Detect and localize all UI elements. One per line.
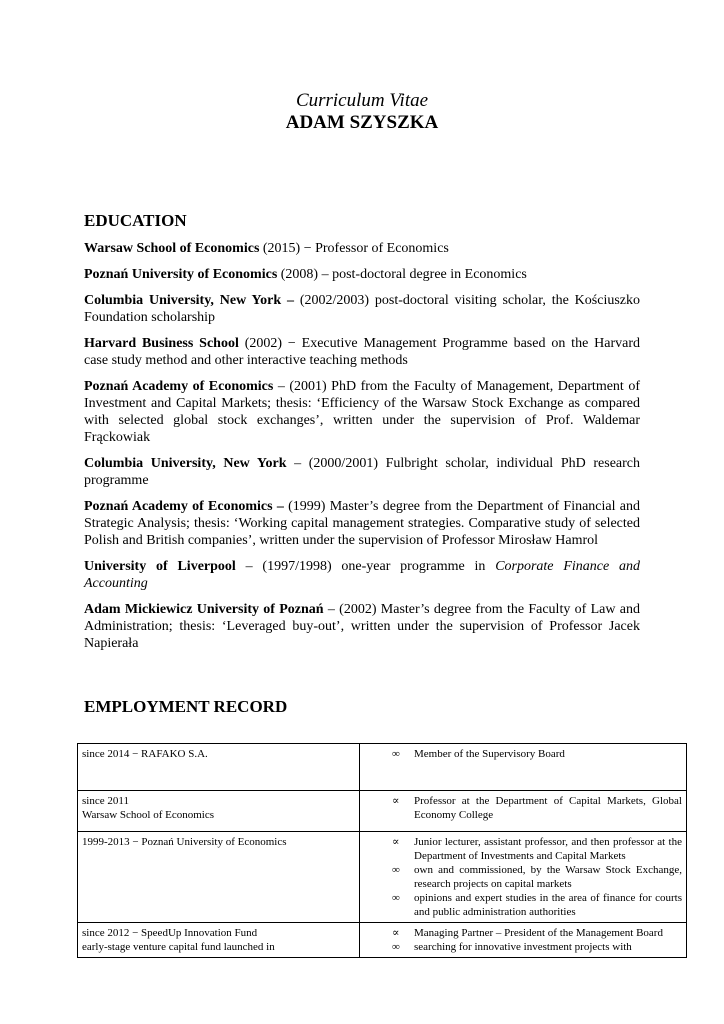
employment-duties [360,744,687,791]
bullet-icon: ∝ [392,836,400,848]
employment-left-line: since 2012 − SpeedUp Innovation Fund [82,927,258,939]
employment-left-line: since 2014 − RAFAKO S.A. [82,748,208,760]
duty-text: Managing Partner – President of the Management Board [414,927,663,939]
employment-duties [360,923,687,958]
education-institution: University of Liverpool [84,559,236,574]
employment-left-line: Warsaw School of Economics [82,809,214,821]
bullet-icon: ∝ [392,795,400,807]
employment-row [78,744,687,791]
document-subtitle: Curriculum Vitae [295,90,429,111]
duties-list [364,794,682,822]
duties-list [364,747,682,761]
education-entry [84,292,640,326]
duties-list [364,926,682,954]
employment-row [78,923,687,958]
employment-period-employer [78,744,360,791]
duty-item [364,891,682,919]
education-institution: Warsaw School of Economics [84,241,260,256]
bullet-icon: ∞ [392,892,400,904]
education-institution: Poznań University of Economics [84,267,278,282]
duty-item [364,747,682,761]
education-description: (2002/2003) post-doctoral visiting scholar, the Kościuszko Foundation scholarship [84,293,640,325]
education-description: – (2000/2001) Fulbright scholar, individual PhD research programme [84,456,640,488]
education-entry [84,266,640,283]
person-name: ADAM SZYSZKA [285,112,439,133]
education-description: (2002) − Executive Management Programme based on the Harvard case study method and other interactive teaching methods [84,336,641,368]
employment-duties [360,832,687,923]
employment-duties [360,791,687,832]
education-entry [84,335,640,369]
employment-table [77,743,687,958]
duty-item [364,835,682,863]
duty-text: Member of the Supervisory Board [414,748,565,760]
employment-left-line: early-stage venture capital fund launched in [82,941,275,953]
education-institution: Columbia University, New York – [84,293,294,308]
education-institution: Columbia University, New York [84,456,287,471]
duty-item [364,863,682,891]
duty-text: own and commissioned, by the Warsaw Stock Exchange, research projects on capital markets [414,864,682,890]
education-description: (1999) Master’s degree from the Department of Financial and Strategic Analysis; thesis: ‘Working capital management strategies. Comparative study of selected Polish and British companies’, written under the supervision of Professor Mirosław Hamrol [84,499,641,548]
education-list [84,240,640,661]
bullet-icon: ∞ [392,941,400,953]
employment-left-line: since 2011 [82,795,129,807]
duty-text: Professor at the Department of Capital Markets, Global Economy College [414,795,682,821]
bullet-icon: ∞ [392,864,400,876]
education-programme-title: Corporate Finance and Accounting [84,559,640,591]
title-block [0,90,724,134]
education-institution: Harvard Business School [84,336,239,351]
employment-row [78,832,687,923]
bullet-icon: ∞ [392,748,400,760]
employment-period-employer [78,923,360,958]
education-entry [84,558,640,592]
education-entry [84,240,640,257]
duty-item [364,794,682,822]
education-institution: Poznań Academy of Economics – [84,499,284,514]
education-institution: Adam Mickiewicz University of Poznań [84,602,324,617]
education-entry [84,498,640,549]
employment-period-employer [78,832,360,923]
education-entry [84,455,640,489]
duty-text: opinions and expert studies in the area of finance for courts and public administration authorities [414,892,682,918]
education-description: – (2002) Master’s degree from the Faculty of Law and Administration; thesis: ‘Leveraged buy-out’, written under the supervision of Professor Jacek Napierała [84,602,640,651]
employment-period-employer [78,791,360,832]
employment-heading: EMPLOYMENT RECORD [84,697,288,716]
duty-text: Junior lecturer, assistant professor, and then professor at the Department of Investments and Capital Markets [414,836,682,862]
employment-row [78,791,687,832]
education-entry [84,601,640,652]
education-institution: Poznań Academy of Economics [84,379,274,394]
education-description: – (1997/1998) one-year programme in [235,559,496,574]
duty-item [364,940,682,954]
duty-item [364,926,682,940]
bullet-icon: ∝ [392,927,400,939]
education-entry [84,378,640,446]
education-description: – (2001) PhD from the Faculty of Management, Department of Investment and Capital Markets; thesis: ‘Efficiency of the Warsaw Stock Exchange as compared with selected global stock exchanges’, written under the supervision of Prof. Waldemar Frąckowiak [84,379,640,445]
employment-left-line: 1999-2013 − Poznań University of Economics [82,836,287,848]
duties-list [364,835,682,919]
education-description: (2015) − Professor of Economics [259,241,449,256]
duty-text: searching for innovative investment projects with [414,941,632,953]
education-heading: EDUCATION [84,211,187,230]
education-description: (2008) – post-doctoral degree in Economics [277,267,527,282]
